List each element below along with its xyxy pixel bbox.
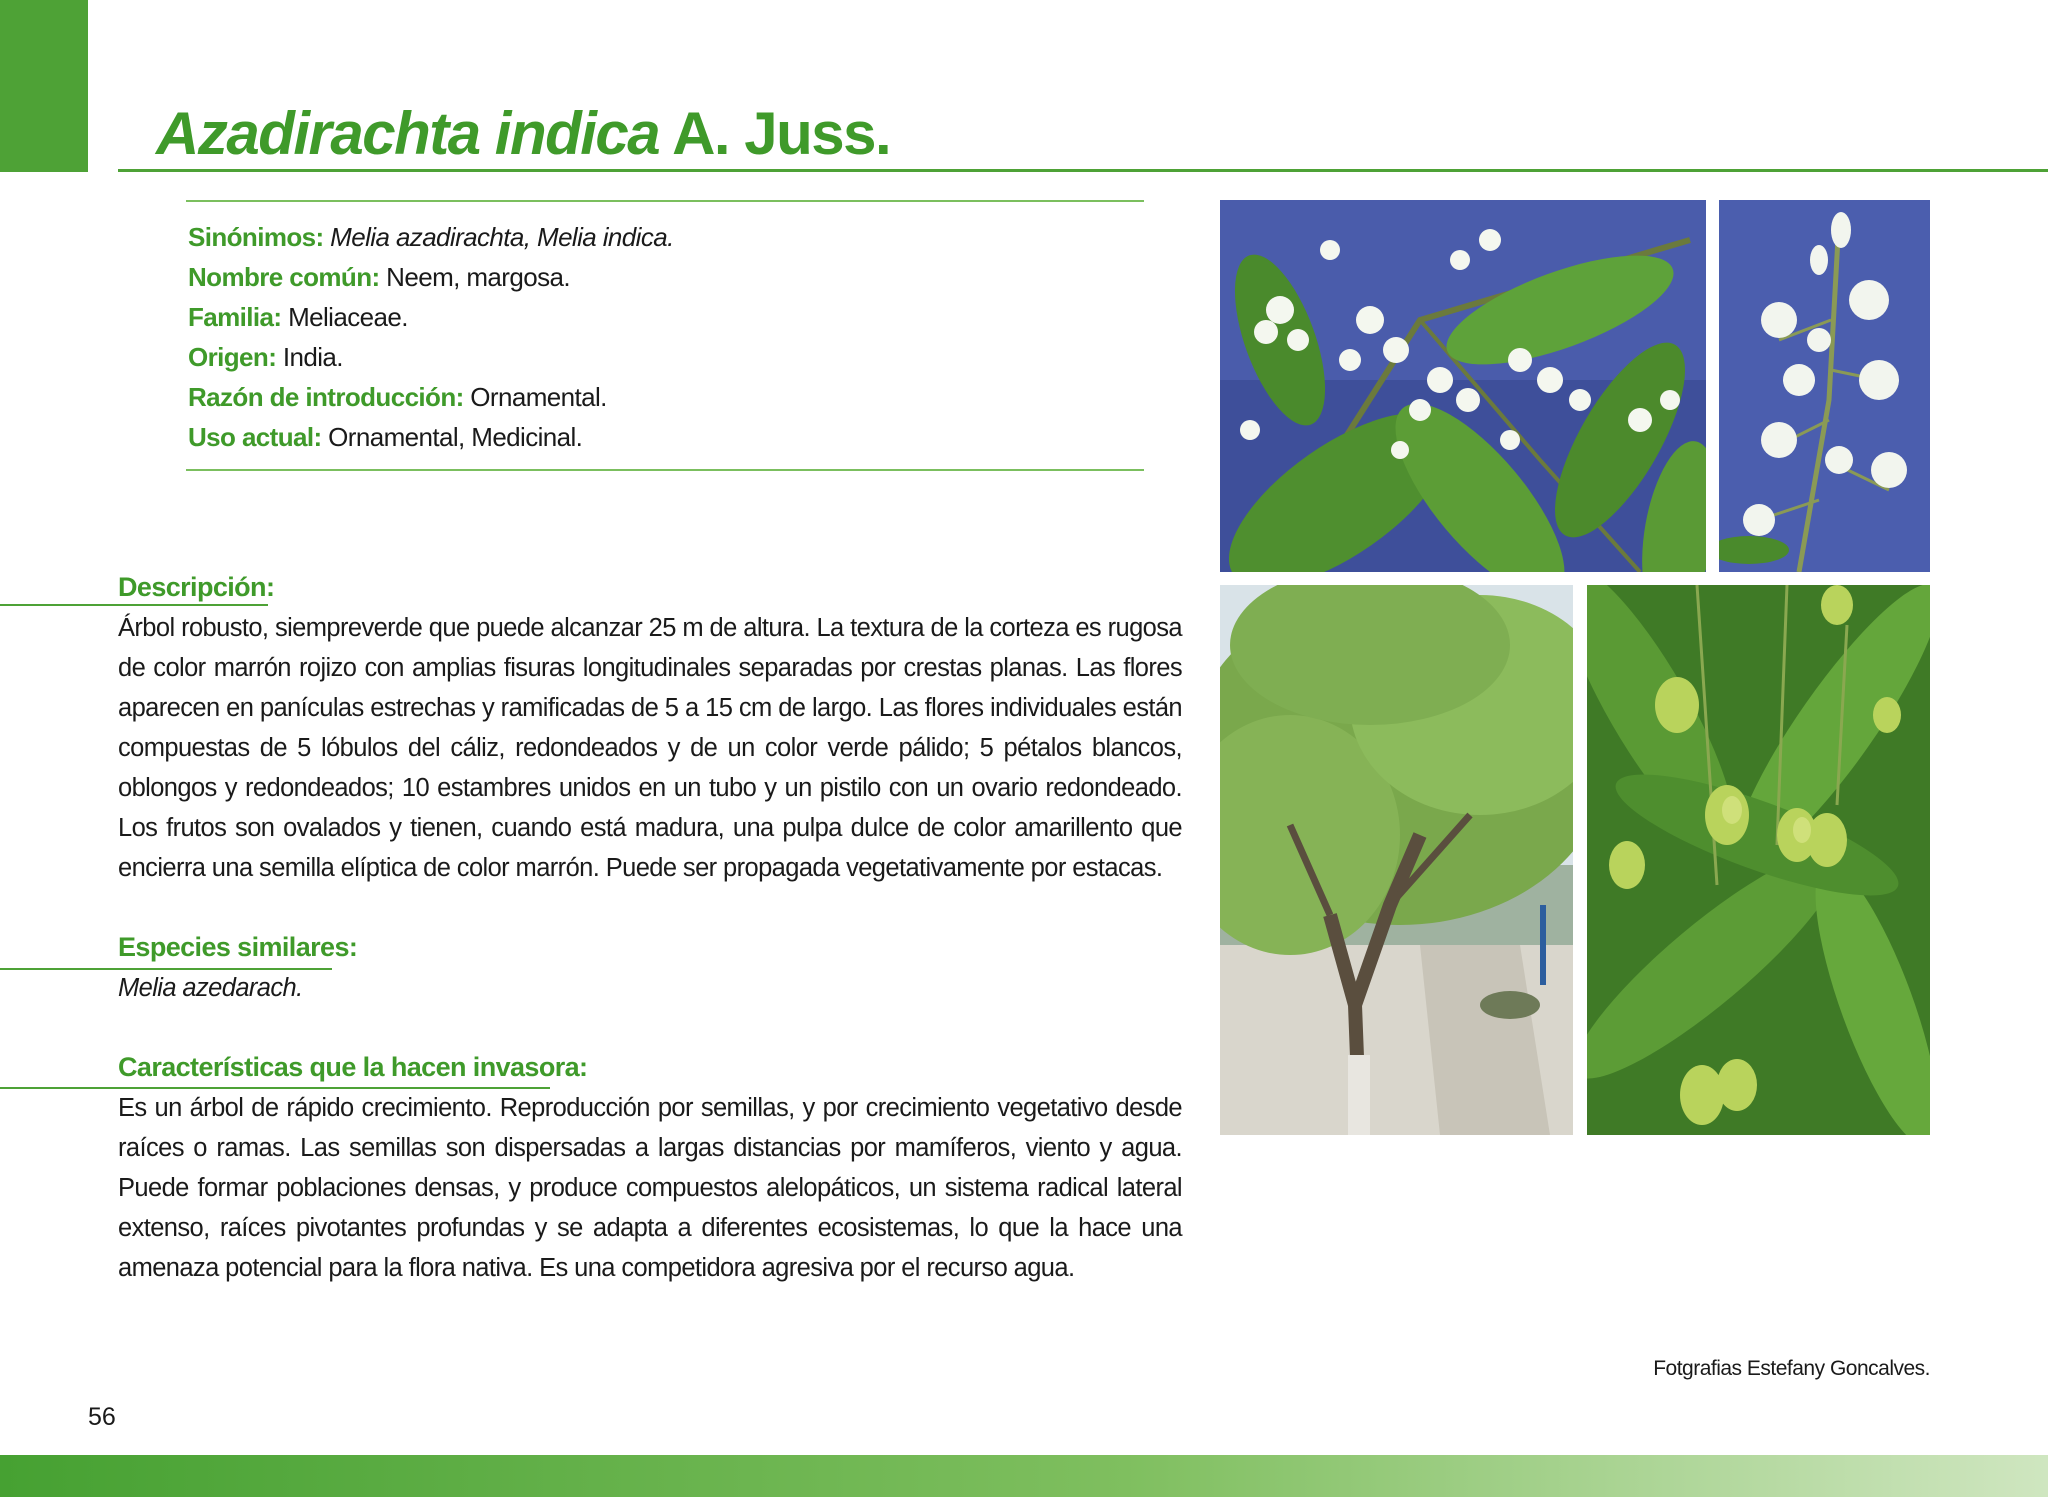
- info-top-rule: [186, 200, 1144, 202]
- info-bottom-rule: [186, 469, 1144, 471]
- synonyms-value: Melia azadirachta, Melia indica.: [323, 222, 674, 252]
- flower-spike-image: [1719, 200, 1930, 572]
- invasive-traits-heading: Características que la hacen invasora:: [118, 1052, 588, 1082]
- current-use-row: [188, 417, 674, 457]
- photo-flowering-branch: [1220, 200, 1706, 572]
- title-author: A. Juss.: [659, 100, 891, 167]
- origin-row: [188, 337, 674, 377]
- taxonomy-info-list: [188, 217, 674, 457]
- tree-image: [1220, 585, 1573, 1135]
- family-value: Meliaceae.: [281, 302, 408, 332]
- introduction-label: Razón de introducción:: [188, 382, 464, 412]
- fruits-image: [1587, 585, 1930, 1135]
- current-use-value: Ornamental, Medicinal.: [321, 422, 583, 452]
- photo-flower-spike: [1719, 200, 1930, 572]
- title-species-name: Azadirachta indica: [156, 100, 660, 167]
- photo-fruits: [1587, 585, 1930, 1135]
- common-name-value: Neem, margosa.: [379, 262, 570, 292]
- origin-value: India.: [276, 342, 343, 372]
- origin-label: Origen:: [188, 342, 277, 372]
- invasive-traits-text: Es un árbol de rápido crecimiento. Reproducción por semillas, y por crecimiento vegetativo desde raíces o ramas. Las semillas son dispersadas a largas distancias por mamíferos, viento y agua. Puede formar poblaciones densas, y produce compuestos alelopáticos, un sistema radical lateral extenso, raíces pivotantes profundas y se adapta a diferentes ecosistemas, lo que la hace una amenaza potencial para la flora nativa. Es una competidora agresiva por el recurso agua.: [118, 1094, 1182, 1282]
- similar-species-heading: Especies similares:: [118, 932, 358, 962]
- description-text: Árbol robusto, siempreverde que puede alcanzar 25 m de altura. La textura de la corteza es rugosa de color marrón rojizo con amplias fisuras longitudinales separadas por crestas planas. Las flores aparecen en panículas estrechas y ramificadas de 5 a 15 cm de largo. Las flores individuales están compuestas de 5 lóbulos del cáliz, redondeados y de un color verde pálido; 5 pétalos blancos, oblongos y redondeados; 10 estambres unidos en un tubo y un pistilo con un ovario redondeado. Los frutos son ovalados y tienen, cuando está madura, una pulpa dulce de color amarillento que encierra una semilla elíptica de color marrón. Puede ser propagada vegetativamente por estacas.: [118, 614, 1182, 882]
- photo-tree: [1220, 585, 1573, 1135]
- common-name-row: [188, 257, 674, 297]
- introduction-row: [188, 377, 674, 417]
- photo-credit: Fotgrafias Estefany Goncalves.: [1653, 1357, 1930, 1380]
- family-row: [188, 297, 674, 337]
- description-heading: Descripción:: [118, 572, 275, 602]
- taxonomy-info-box: [186, 200, 1144, 472]
- similar-species-text: Melia azedarach.: [118, 974, 303, 1002]
- page-title: [156, 94, 890, 174]
- flowering-branch-image: [1220, 200, 1706, 572]
- title-underline: [118, 169, 2048, 172]
- bottom-gradient-bar: [0, 1455, 2048, 1497]
- family-label: Familia:: [188, 302, 282, 332]
- synonyms-label: Sinónimos:: [188, 222, 324, 252]
- common-name-label: Nombre común:: [188, 262, 380, 292]
- page-number: 56: [88, 1403, 116, 1431]
- corner-accent-block: [0, 0, 88, 172]
- synonyms-row: [188, 217, 674, 257]
- description-heading-rule: [0, 604, 268, 606]
- current-use-label: Uso actual:: [188, 422, 322, 452]
- introduction-value: Ornamental.: [463, 382, 607, 412]
